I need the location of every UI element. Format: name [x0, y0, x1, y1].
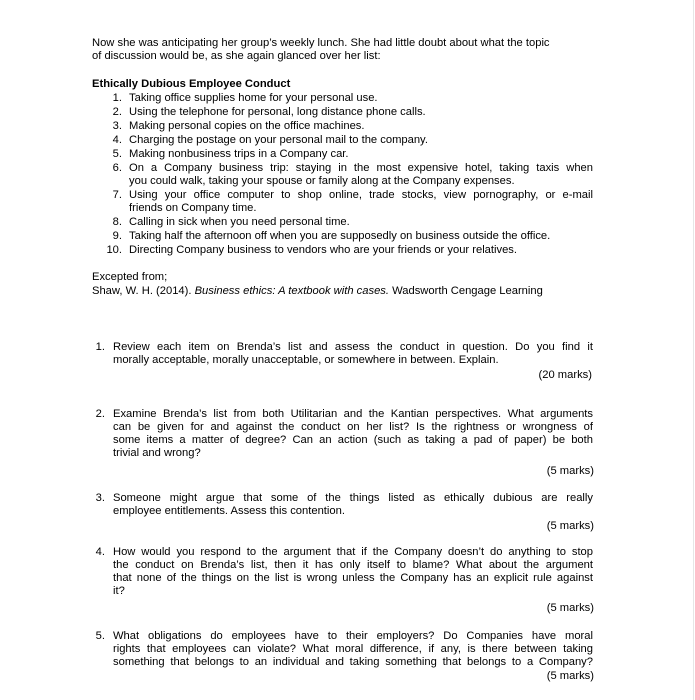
question-text: rights that employees can violate? What moral difference, if any, is there between taking — [113, 643, 593, 655]
list-item-number: 4. — [112, 134, 122, 146]
list-item-continued: you could walk, taking your spouse or family along at the Company expenses. — [129, 175, 515, 187]
list-item: On a Company business trip: staying in the most expensive hotel, taking taxis when — [129, 162, 593, 174]
list-item: Making nonbusiness trips in a Company car. — [129, 148, 349, 160]
list-item: Charging the postage on your personal mail to the company. — [129, 134, 428, 146]
question-text: something that belongs to an individual and taking something that belongs to a Company? — [113, 656, 593, 668]
citation-publisher: Wadsworth Cengage Learning — [389, 285, 543, 297]
question-text: Review each item on Brenda’s list and assess the conduct in question. Do you find it — [113, 341, 593, 353]
citation-title: Business ethics: A textbook with cases. — [194, 285, 390, 297]
list-item-continued: friends on Company time. — [129, 202, 257, 214]
question-number: 4. — [95, 546, 105, 558]
list-item: Directing Company business to vendors who are your friends or your relatives. — [129, 244, 518, 256]
question-number: 1. — [95, 341, 105, 353]
list-item: Using the telephone for personal, long distance phone calls. — [129, 106, 426, 118]
question-text: some items a matter of degree? Can an action (such as taking a pad of paper) be both — [113, 434, 593, 446]
question-number: 2. — [95, 408, 105, 420]
question-text: trivial and wrong? — [113, 447, 201, 459]
question-number: 5. — [95, 630, 105, 642]
list-item: Taking office supplies home for your personal use. — [129, 92, 378, 104]
question-text: it? — [113, 585, 125, 597]
question-marks: (5 marks) — [546, 670, 594, 682]
question-marks: (5 marks) — [546, 465, 594, 477]
intro-line-2: of discussion would be, as she again glanced over her list: — [92, 50, 381, 62]
citation — [92, 285, 543, 298]
question-text: morally acceptable, morally unacceptable, or somewhere in between. Explain. — [113, 354, 499, 366]
list-item-number: 3. — [112, 120, 122, 132]
question-text: Examine Brenda’s list from both Utilitarian and the Kantian perspectives. What arguments — [113, 408, 593, 420]
list-heading: Ethically Dubious Employee Conduct — [92, 78, 291, 90]
list-item-number: 10. — [106, 244, 122, 256]
question-marks: (5 marks) — [546, 602, 594, 614]
list-item: Using your office computer to shop online, trade stocks, view pornography, or e-mail — [129, 189, 593, 201]
list-item-number: 9. — [112, 230, 122, 242]
list-item-number: 7. — [112, 189, 122, 201]
question-marks: (20 marks) — [538, 369, 592, 381]
list-item-number: 1. — [112, 92, 122, 104]
citation-label: Excepted from; — [92, 271, 168, 283]
citation-author: Shaw, W. H. (2014). — [92, 285, 195, 297]
question-text: Someone might argue that some of the things listed as ethically dubious are really — [113, 492, 593, 504]
list-item: Taking half the afternoon off when you are supposedly on business outside the office. — [129, 230, 551, 242]
list-item: Making personal copies on the office machines. — [129, 120, 365, 132]
question-text: How would you respond to the argument that if the Company doesn’t do anything to stop — [113, 546, 593, 558]
question-text: employee entitlements. Assess this contention. — [113, 505, 345, 517]
question-text: the conduct on Brenda’s list, then it has only itself to blame? What about the argument — [113, 559, 593, 571]
list-item: Calling in sick when you need personal time. — [129, 216, 350, 228]
list-item-number: 5. — [112, 148, 122, 160]
question-text: can be given for and against the conduct on her list? Is the rightness or wrongness of — [113, 421, 593, 433]
question-marks: (5 marks) — [546, 520, 594, 532]
list-item-number: 2. — [112, 106, 122, 118]
list-item-number: 6. — [112, 162, 122, 174]
question-number: 3. — [95, 492, 105, 504]
question-text: What obligations do employees have to their employers? Do Companies have moral — [113, 630, 593, 642]
intro-line-1: Now she was anticipating her group’s weekly lunch. She had little doubt about what the topic — [92, 37, 550, 49]
list-item-number: 8. — [112, 216, 122, 228]
question-text: that none of the things on the list is wrong unless the Company has an explicit rule against — [113, 572, 593, 584]
